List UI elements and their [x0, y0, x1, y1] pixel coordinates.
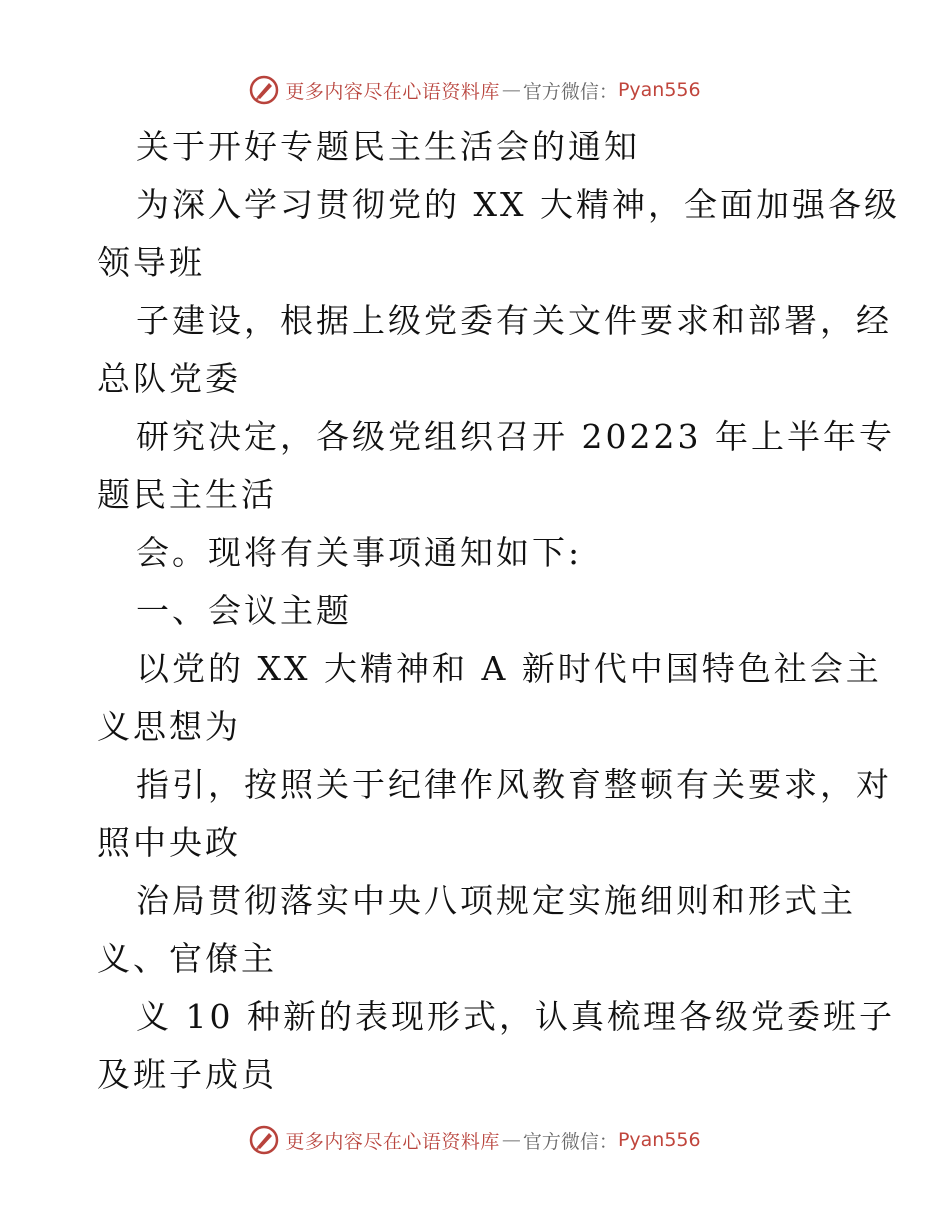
paragraph-line: 总队党委 [97, 359, 241, 398]
watermark-text: 更多内容尽在心语资料库 [285, 80, 500, 103]
watermark-text: 更多内容尽在心语资料库 [285, 1130, 500, 1153]
paragraph-line: 及班子成员 [97, 1055, 277, 1094]
paragraph-line: 题民主生活 [97, 475, 277, 514]
header-watermark [0, 70, 950, 110]
pen-logo-icon [249, 75, 279, 105]
watermark-separator: — [501, 79, 521, 101]
paragraph-line: 义 10 种新的表现形式，认真梳理各级党委班子 [136, 997, 895, 1036]
paragraph-line: 义思想为 [97, 707, 241, 746]
paragraph-line: 指引，按照关于纪律作风教育整顿有关要求，对 [136, 765, 892, 804]
paragraph-line: 以党的 XX 大精神和 A 新时代中国特色社会主 [136, 649, 882, 688]
watermark-wechat-label: 官方微信： [522, 80, 618, 103]
section-heading: 一、会议主题 [136, 591, 352, 630]
watermark-separator: — [501, 1129, 521, 1151]
paragraph-line: 领导班 [97, 243, 205, 282]
watermark-wechat-label: 官方微信： [522, 1130, 618, 1153]
paragraph-line: 研究决定，各级党组织召开 20223 年上半年专 [136, 417, 895, 456]
pen-logo-icon [249, 1125, 279, 1155]
document-title: 关于开好专题民主生活会的通知 [136, 127, 640, 166]
watermark-wechat-id: Pyan556 [617, 79, 701, 101]
paragraph-line: 义、官僚主 [97, 939, 277, 978]
footer-watermark [0, 1120, 950, 1160]
watermark-wechat-id: Pyan556 [617, 1129, 701, 1151]
paragraph-line: 照中央政 [97, 823, 241, 862]
paragraph-line: 治局贯彻落实中央八项规定实施细则和形式主 [136, 881, 856, 920]
paragraph-line: 为深入学习贯彻党的 XX 大精神，全面加强各级 [136, 185, 900, 224]
paragraph-line: 子建设，根据上级党委有关文件要求和部署，经 [136, 301, 892, 340]
paragraph-line: 会。现将有关事项通知如下: [136, 533, 583, 572]
